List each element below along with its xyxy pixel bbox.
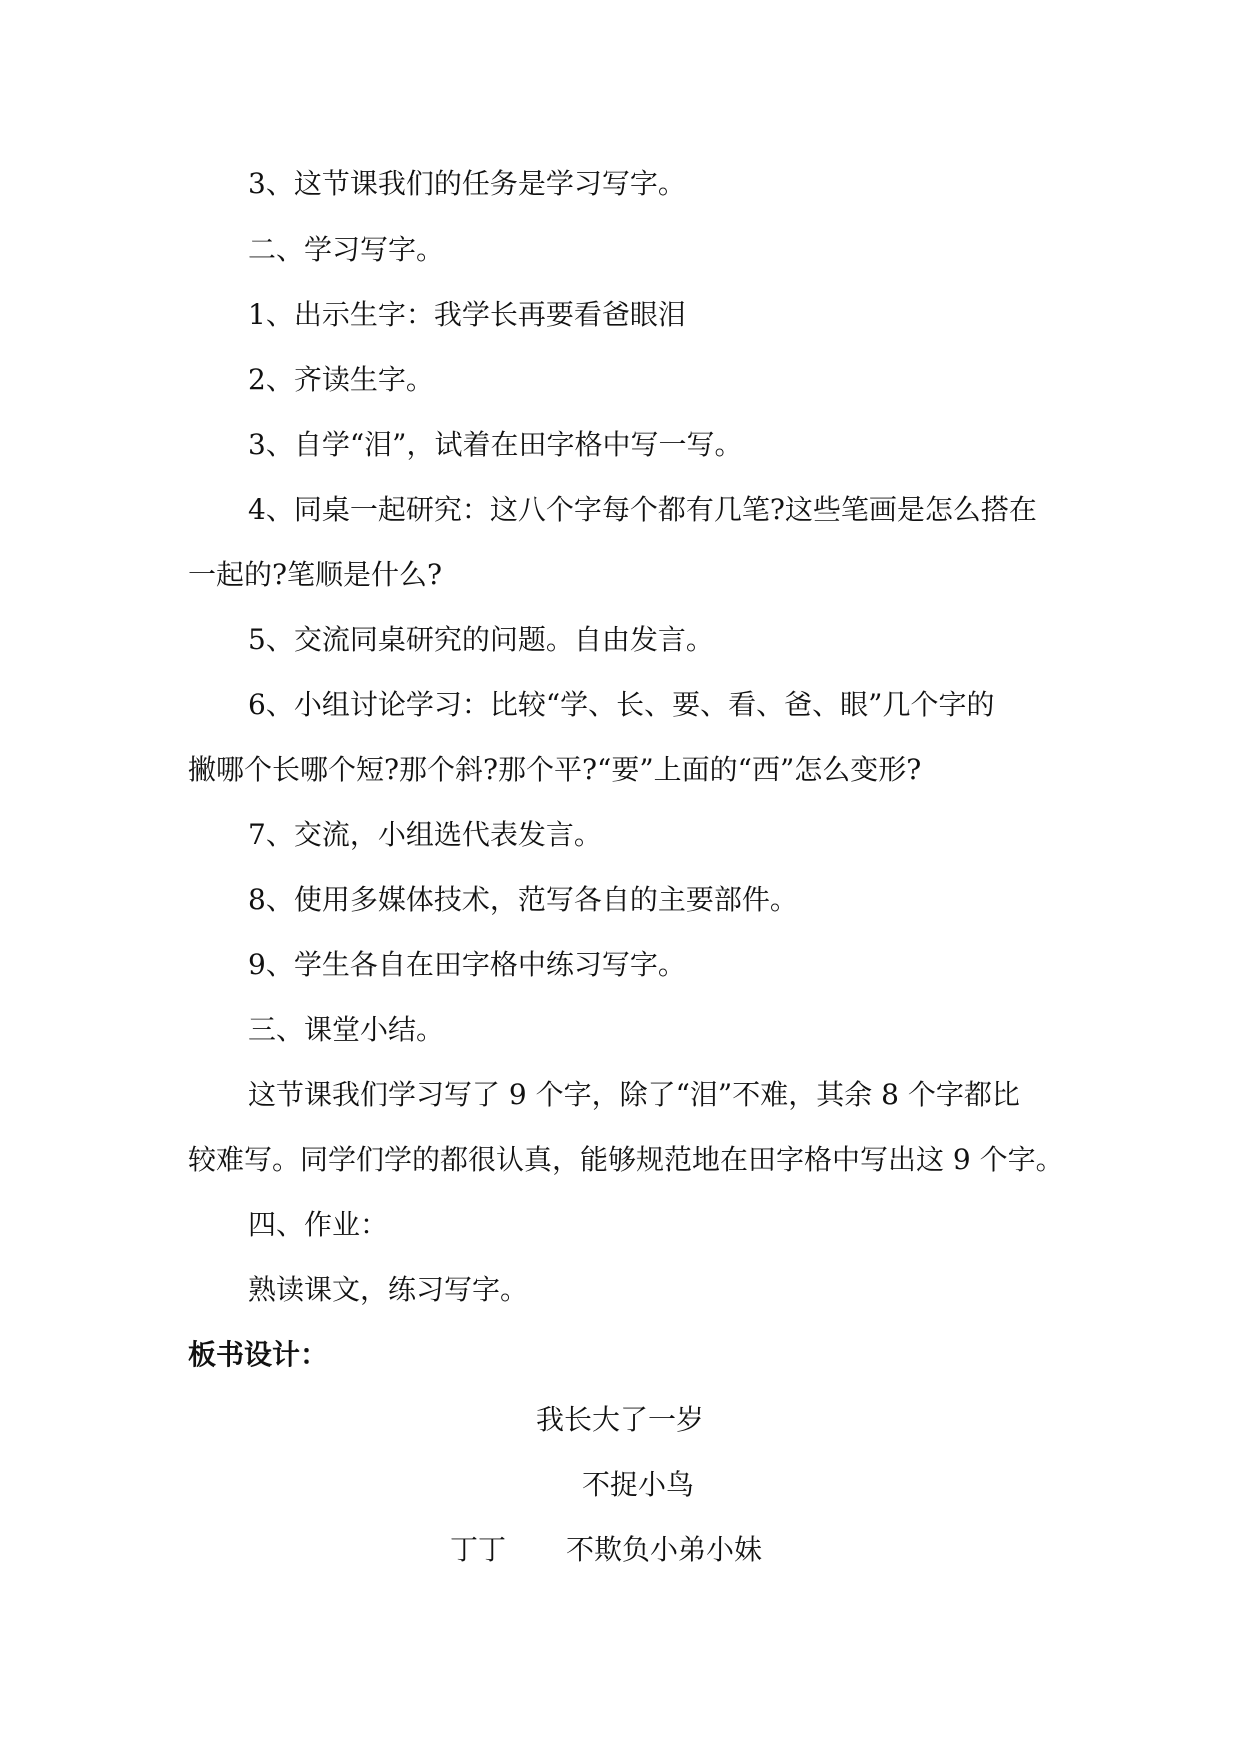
section-heading: 四、作业： — [248, 1208, 389, 1241]
paragraph-line: 8、使用多媒体技术，范写各自的主要部件。 — [248, 883, 798, 916]
paragraph-line: 5、交流同桌研究的问题。自由发言。 — [248, 623, 714, 656]
board-item: 不欺负小弟小妹 — [566, 1533, 763, 1566]
paragraph-line: 1、出示生字：我学长再要看爸眼泪 — [248, 298, 686, 331]
paragraph-line: 6、小组讨论学习：比较“学、长、要、看、爸、眼”几个字的 — [248, 688, 995, 721]
board-name: 丁丁 — [450, 1533, 507, 1566]
paragraph-line: 熟读课文，练习写字。 — [248, 1273, 529, 1306]
paragraph-line: 7、交流，小组选代表发言。 — [248, 818, 602, 851]
paragraph-line: 这节课我们学习写了 9 个字，除了“泪”不难，其余 8 个字都比 — [248, 1078, 1020, 1111]
paragraph-line: 4、同桌一起研究：这八个字每个都有几笔?这些笔画是怎么搭在 — [248, 493, 1037, 526]
paragraph-line: 一起的?笔顺是什么? — [188, 558, 443, 591]
paragraph-line: 撇哪个长哪个短?那个斜?那个平?“要”上面的“西”怎么变形? — [188, 753, 922, 786]
paragraph-line: 3、自学“泪”，试着在田字格中写一写。 — [248, 428, 743, 461]
paragraph-line: 较难写。同学们学的都很认真，能够规范地在田字格中写出这 9 个字。 — [188, 1143, 1064, 1176]
board-design-heading: 板书设计： — [188, 1338, 329, 1371]
board-item: 不捉小鸟 — [582, 1468, 695, 1501]
paragraph-line: 3、这节课我们的任务是学习写字。 — [248, 167, 686, 200]
board-title: 我长大了一岁 — [536, 1403, 705, 1436]
section-heading: 二、学习写字。 — [248, 233, 445, 266]
paragraph-line: 2、齐读生字。 — [248, 363, 434, 396]
section-heading: 三、课堂小结。 — [248, 1013, 445, 1046]
paragraph-line: 9、学生各自在田字格中练习写字。 — [248, 948, 686, 981]
